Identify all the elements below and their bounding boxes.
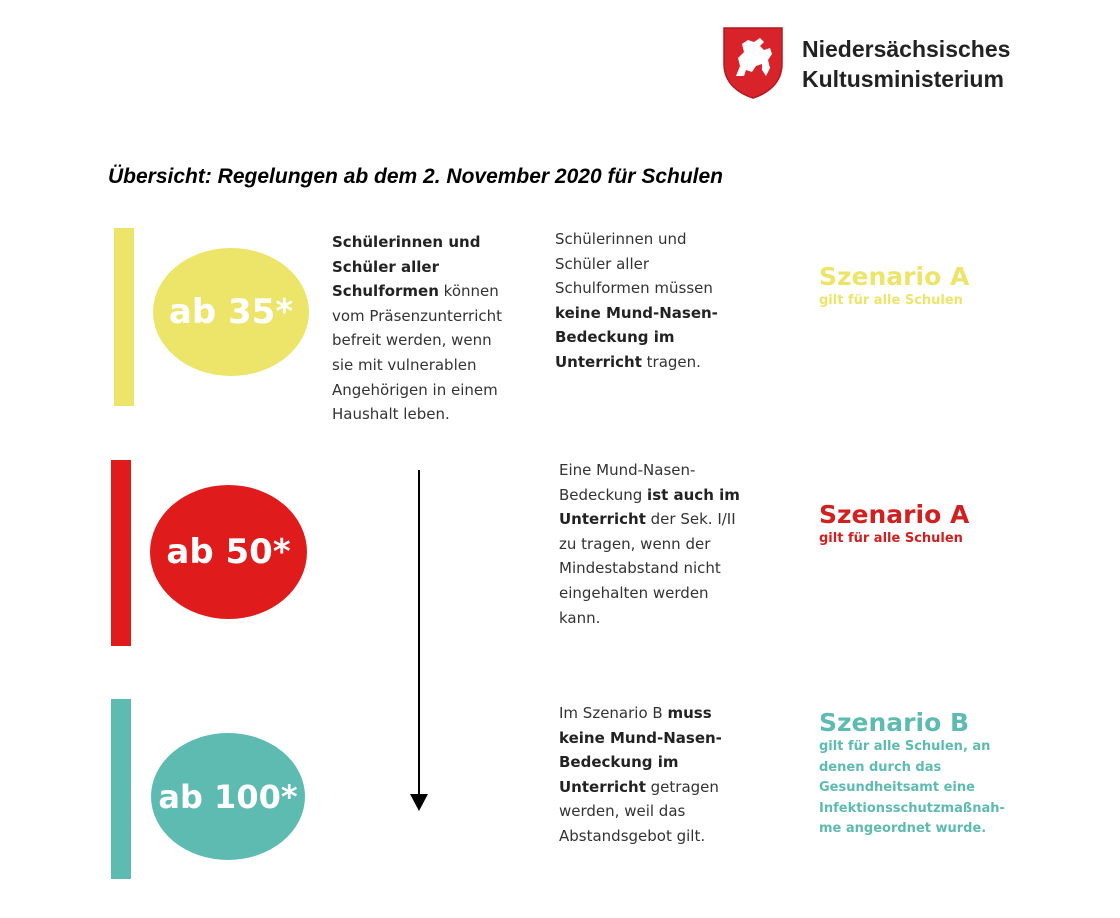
text-run: Bedeckung im <box>559 753 679 772</box>
text-run: kann. <box>559 608 601 627</box>
text-run: tragen. <box>641 352 701 371</box>
text-run: Unterricht <box>555 352 642 371</box>
scenario-subtitle-line: gilt für alle Schulen, an <box>819 739 991 754</box>
text-run: Im Szenario B <box>559 704 668 722</box>
level-100-scenario <box>819 708 1005 840</box>
scenario-title: Szenario A <box>819 500 970 529</box>
text-run: Schülerinnen und <box>555 230 687 248</box>
level-100-badge-label: ab 100* <box>158 777 298 816</box>
text-run: Unterricht <box>559 777 646 796</box>
text-run: können <box>438 282 499 301</box>
text-run: Schüler aller <box>332 257 439 276</box>
text-run: zu tragen, wenn der <box>559 534 711 553</box>
text-run: Abstandsgebot gilt. <box>559 826 706 845</box>
text-run: Unterricht <box>559 510 646 529</box>
text-run: muss <box>667 704 712 722</box>
level-50-text-right <box>559 458 769 630</box>
coat-of-arms-logo <box>722 26 784 100</box>
level-35-badge-label: ab 35* <box>168 292 294 332</box>
scenario-title: Szenario A <box>819 262 970 291</box>
scenario-subtitle <box>819 737 1005 840</box>
scenario-subtitle-line: denen durch das <box>819 759 942 775</box>
scenario-subtitle-line: me angeordnet wurde. <box>819 821 987 836</box>
text-run: eingehalten werden <box>559 583 709 602</box>
text-run: sie mit vulnerablen <box>332 355 477 374</box>
ministry-line-2: Kultusministerium <box>802 66 1004 92</box>
text-run: werden, weil das <box>559 802 686 821</box>
text-run: Bedeckung im <box>555 328 675 347</box>
page-title: Übersicht: Regelungen ab dem 2. November 2020 für Schulen <box>108 165 723 188</box>
level-35-badge <box>153 248 309 376</box>
level-50-badge-label: ab 50* <box>166 532 291 572</box>
scenario-subtitle-line: gilt für alle Schulen <box>819 293 963 308</box>
level-35-text-right <box>555 227 765 375</box>
level-35-text-left <box>332 230 542 427</box>
scenario-subtitle-line: Infektionsschutzmaßnah- <box>819 800 1005 816</box>
level-35-scenario <box>819 262 969 312</box>
text-run: Schulformen müssen <box>555 279 713 298</box>
level-35-bar <box>114 228 134 406</box>
level-100-bar <box>111 699 131 879</box>
text-run: vom Präsenzunterricht <box>332 306 502 325</box>
text-run: Bedeckung <box>559 485 648 504</box>
ministry-name <box>802 34 1010 94</box>
scenario-subtitle-line: Gesundheitsamt eine <box>819 780 975 795</box>
text-run: keine Mund-Nasen- <box>555 303 718 322</box>
text-run: befreit werden, wenn <box>332 331 492 350</box>
text-run: keine Mund-Nasen- <box>559 728 722 747</box>
ministry-line-1: Niedersächsisches <box>802 36 1011 62</box>
level-50-bar <box>111 460 131 646</box>
text-run: Eine Mund-Nasen- <box>559 461 696 479</box>
level-100-badge <box>151 733 305 860</box>
text-run: der Sek. I/II <box>645 510 736 529</box>
text-run: getragen <box>645 777 719 796</box>
text-run: Schüler aller <box>555 254 650 273</box>
text-run: Schülerinnen und <box>332 233 481 251</box>
text-run: Angehörigen in einem <box>332 380 498 399</box>
text-run: Haushalt leben. <box>332 405 450 424</box>
scenario-subtitle-line: gilt für alle Schulen <box>819 531 963 546</box>
text-run: Schulformen <box>332 282 439 301</box>
scenario-subtitle <box>819 529 969 550</box>
level-100-text-right <box>559 701 769 849</box>
text-run: ist auch im <box>647 485 740 504</box>
level-50-badge <box>150 485 307 619</box>
escalation-arrow <box>408 470 430 812</box>
scenario-subtitle <box>819 291 969 312</box>
level-50-scenario <box>819 500 969 550</box>
text-run: Mindestabstand nicht <box>559 559 721 578</box>
scenario-title: Szenario B <box>819 708 970 737</box>
